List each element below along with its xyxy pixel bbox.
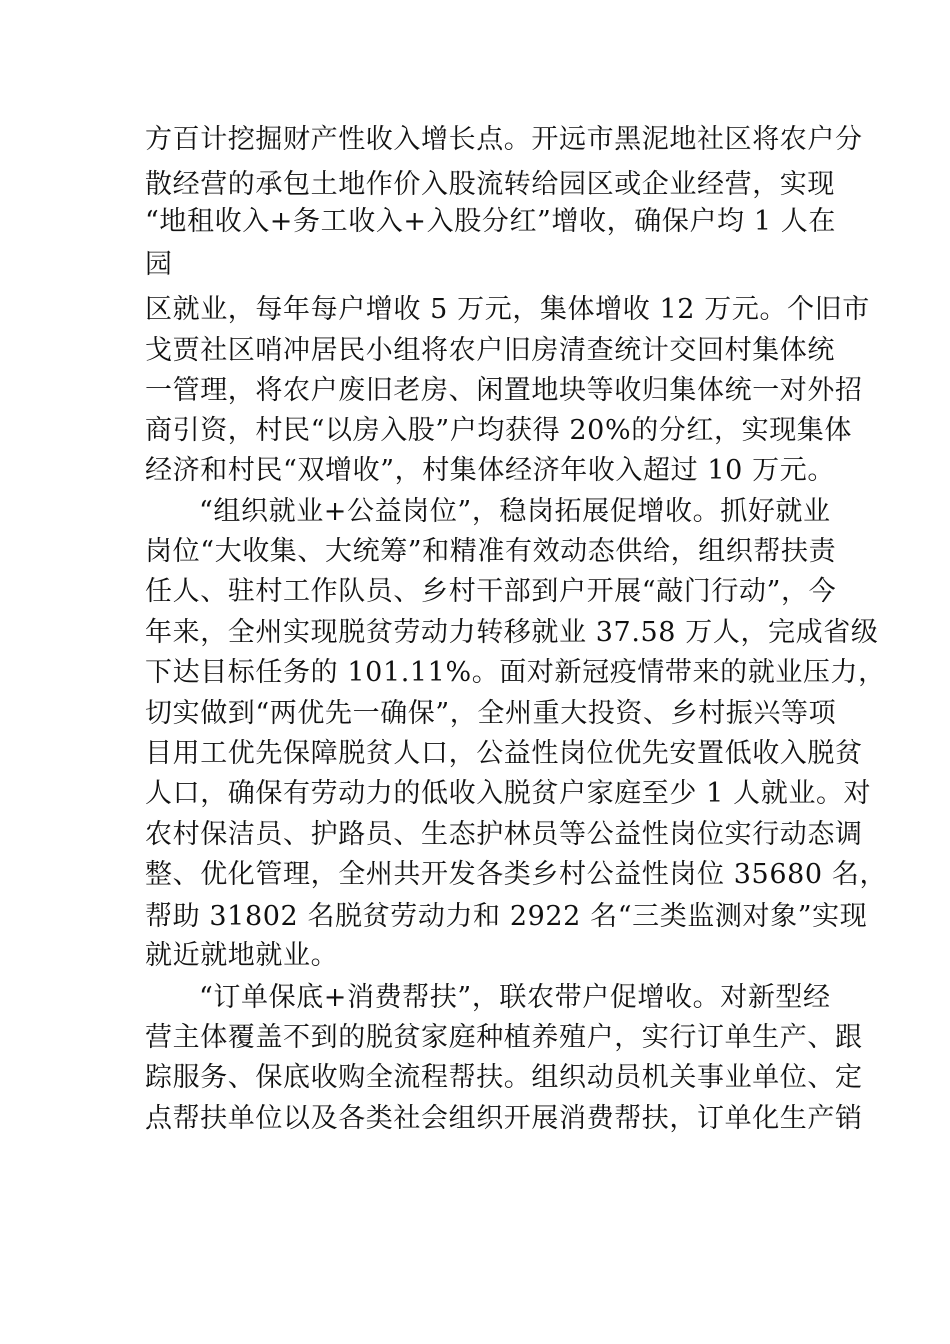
text-line: 岗位“大收集、大统筹”和精准有效动态供给，组织帮扶责	[145, 536, 837, 567]
text-line: 切实做到“两优先一确保”，全州重大投资、乡村振兴等项	[145, 698, 837, 729]
text-line: 下达目标任务的 101.11%。面对新冠疫情带来的就业压力，	[145, 657, 886, 688]
text-line: 散经营的承包土地作价入股流转给园区或企业经营，实现	[145, 169, 835, 200]
text-line: 任人、驻村工作队员、乡村干部到户开展“敲门行动”，今	[145, 576, 837, 607]
text-line: 踪服务、保底收购全流程帮扶。组织动员机关事业单位、定	[145, 1062, 863, 1093]
text-line: 经济和村民“双增收”，村集体经济年收入超过 10 万元。	[145, 455, 835, 486]
text-line: 目用工优先保障脱贫人口，公益性岗位优先安置低收入脱贫	[145, 738, 863, 769]
text-line: “地租收入+务工收入+入股分红”增收，确保户均 1 人在	[145, 206, 836, 237]
text-line: 整、优化管理，全州共开发各类乡村公益性岗位 35680 名，	[145, 859, 888, 890]
text-line: 方百计挖掘财产性收入增长点。开远市黑泥地社区将农户分	[145, 124, 863, 155]
text-line: 点帮扶单位以及各类社会组织开展消费帮扶，订单化生产销	[145, 1103, 863, 1134]
text-line: 区就业，每年每户增收 5 万元，集体增收 12 万元。个旧市	[145, 294, 870, 325]
text-line: 人口，确保有劳动力的低收入脱贫户家庭至少 1 人就业。对	[145, 778, 872, 809]
paragraph-start-line: “订单保底+消费帮扶”，联农带户促增收。对新型经	[199, 982, 831, 1013]
text-line: 一管理，将农户废旧老房、闲置地块等收归集体统一对外招	[145, 375, 863, 406]
text-line: 营主体覆盖不到的脱贫家庭种植养殖户，实行订单生产、跟	[145, 1022, 863, 1053]
text-line: 就近就地就业。	[145, 940, 339, 971]
text-line: 农村保洁员、护路员、生态护林员等公益性岗位实行动态调	[145, 819, 863, 850]
text-line: 帮助 31802 名脱贫劳动力和 2922 名“三类监测对象”实现	[145, 901, 868, 932]
text-line: 商引资，村民“以房入股”户均获得 20%的分红，实现集体	[145, 415, 852, 446]
text-line: 年来，全州实现脱贫劳动力转移就业 37.58 万人，完成省级	[145, 617, 879, 648]
text-line: 园	[145, 249, 173, 280]
paragraph-start-line: “组织就业+公益岗位”，稳岗拓展促增收。抓好就业	[199, 496, 831, 527]
text-line: 戈贾社区哨冲居民小组将农户旧房清查统计交回村集体统	[145, 335, 835, 366]
